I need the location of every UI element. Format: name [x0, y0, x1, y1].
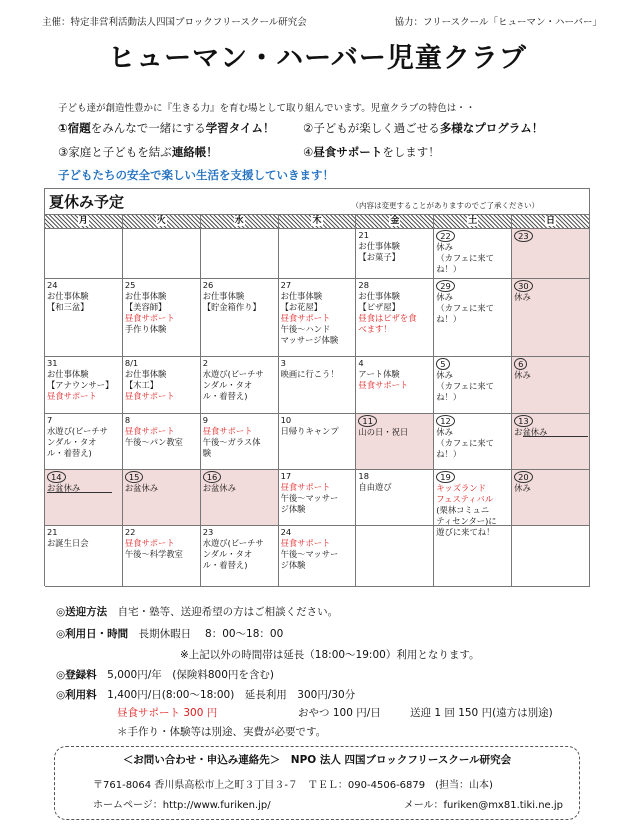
event-line: 昼食はピザを食 [358, 313, 417, 323]
lunch-fee: 昼食サポート 300 円 [117, 707, 218, 719]
date-number: 19 [436, 471, 455, 483]
snack-fee: おやつ 100 円/日 [298, 707, 381, 719]
calendar-cell [512, 414, 590, 470]
mail-link[interactable]: メール：furiken@mx81.tiki.ne.jp [403, 800, 563, 811]
header-sponsor-line [42, 14, 602, 28]
contact-box [54, 746, 580, 820]
date-number: 24 [47, 280, 58, 290]
feature-3: ③家庭と子どもを結ぶ連絡帳！ [58, 145, 218, 159]
event-line: (栗林コミュニ [436, 505, 490, 515]
date-number: 26 [202, 280, 214, 290]
event-line: 水遊び(ビーチサ [202, 369, 264, 379]
date-number: 28 [358, 280, 369, 290]
event-line: 休み [436, 292, 453, 302]
feature-2: ②子どもが楽しく過ごせる多様なプログラム！ [303, 121, 544, 135]
weekday-5: 土 [434, 215, 512, 228]
calendar-cell [123, 279, 201, 357]
event-line: 休み [436, 427, 453, 437]
calendar-grid [44, 228, 590, 586]
calendar-cell [201, 357, 279, 414]
weekday-0: 月 [45, 215, 123, 228]
event-line: 【貯金箱作り】 [202, 302, 261, 312]
event-line: 午後～科学教室 [124, 549, 183, 559]
event-line: （カフェに来て [436, 438, 494, 448]
event-line: 午後～マッサー [280, 549, 339, 559]
event-line: ね！） [436, 264, 462, 274]
event-line: 映画に行こう！ [280, 369, 339, 379]
date-number: 2 [202, 358, 208, 368]
date-number: 21 [358, 230, 369, 240]
event-line: 昼食サポート [280, 313, 331, 323]
event-line: （カフェに来て [436, 303, 494, 313]
cooperation-text: 協力：フリースクール「ヒューマン・ハーバー」 [394, 17, 602, 28]
date-number: 8 [124, 415, 131, 425]
calendar-title: 夏休み予定 [49, 193, 125, 211]
feature-4: ④昼食サポートをします！ [303, 145, 440, 159]
calendar-cell [356, 229, 434, 279]
contact-web [93, 796, 563, 811]
event-line: お盆休み [124, 483, 159, 493]
date-number: 22 [436, 230, 455, 242]
calendar-cell [434, 279, 512, 357]
event-line: お盆休み [514, 427, 548, 437]
calendar-cell [201, 414, 279, 470]
event-line: 水遊び(ビーチサ [202, 538, 264, 548]
event-line: 昼食サポート [202, 426, 253, 436]
date-number: 5 [436, 358, 449, 370]
event-line: ンダル・タオ [202, 549, 253, 559]
event-line: 山の日・祝日 [358, 427, 409, 437]
event-line: 午後～ガラス体 [202, 437, 261, 447]
event-line: マッサージ体験 [280, 335, 339, 345]
date-number: 15 [125, 471, 144, 483]
date-number: 23 [514, 230, 533, 242]
event-line: ル・着替え) [202, 560, 248, 570]
date-number: 6 [514, 358, 527, 370]
date-number: 8/1 [124, 358, 139, 368]
weekday-6: 日 [512, 215, 590, 228]
calendar-cell [279, 414, 357, 470]
calendar-cell [434, 357, 512, 414]
event-line: お仕事体験 [202, 291, 245, 301]
calendar-cell [45, 414, 123, 470]
event-line: 遊びに来てね！ [436, 527, 495, 537]
event-line: ジ体験 [280, 504, 306, 514]
event-line: ンダル・タオ [202, 380, 253, 390]
event-line: お仕事体験 [358, 241, 400, 251]
event-line: 昼食サポート [124, 538, 175, 548]
event-line: お誕生日会 [47, 538, 89, 548]
event-line: 昼食サポート [358, 380, 409, 390]
event-line: ね！） [436, 449, 462, 459]
date-number: 4 [358, 358, 364, 368]
event-line: 午後～マッサー [280, 493, 339, 503]
event-line: 昼食サポート [124, 426, 175, 436]
date-number: 31 [47, 358, 58, 368]
page-title: ヒューマン・ハーバー児童クラブ [108, 43, 527, 74]
event-line: 休み [514, 292, 531, 302]
event-line: フェスティバル [436, 494, 494, 504]
event-line: お盆休み [47, 483, 81, 493]
event-line: 休み [514, 483, 531, 493]
calendar-cell [201, 229, 279, 279]
calendar-cell [45, 526, 123, 587]
date-number: 10 [280, 415, 292, 425]
calendar-cell [123, 414, 201, 470]
date-number: 18 [358, 471, 369, 481]
event-line: 【ピザ屋】 [358, 302, 400, 312]
event-line: 【お花屋】 [280, 302, 323, 312]
calendar-cell [434, 229, 512, 279]
event-line: 昼食サポート [124, 313, 175, 323]
event-line: 休み [514, 370, 531, 380]
calendar-cell [356, 414, 434, 470]
event-line: アート体験 [358, 369, 400, 379]
calendar-cell [512, 526, 590, 587]
event-line: 【お菓子】 [358, 252, 400, 262]
calendar-cell [434, 414, 512, 470]
date-number: 29 [436, 280, 455, 292]
event-line: （カフェに来て [436, 381, 494, 391]
event-line: お盆休み [202, 483, 236, 493]
event-line: ル・着替え) [47, 448, 92, 458]
calendar-cell [434, 470, 512, 537]
event-line: 休み [436, 370, 453, 380]
event-line: 験 [202, 448, 212, 458]
calendar-note: （内容は変更することがありますのでご了承ください） [351, 201, 539, 210]
calendar-cell [434, 526, 512, 587]
event-line: お仕事体験 [358, 291, 400, 301]
hours-info: ◎利用日・時間 長期休暇日 8：00～18：00 [56, 628, 284, 640]
date-number: 23 [202, 527, 214, 537]
calendar-cell [123, 357, 201, 414]
event-line: ね！） [436, 392, 462, 402]
calendar-cell [201, 279, 279, 357]
date-number: 13 [514, 415, 533, 427]
event-line: ね！） [436, 314, 462, 324]
weekday-header [44, 214, 590, 228]
calendar-cell [512, 279, 590, 357]
continuation-arrow-icon [523, 436, 588, 437]
event-line: 午後～ハンド [280, 324, 331, 334]
calendar-cell [356, 526, 434, 587]
date-number: 27 [280, 280, 292, 290]
event-line: 【木工】 [124, 380, 159, 390]
continuation-arrow-icon [47, 492, 112, 493]
fee-info: ◎利用料 1,400円/日(8:00～18:00) 延長利用 300円/30分 [56, 689, 356, 701]
event-line: 昼食サポート [47, 391, 97, 401]
calendar-cell [356, 279, 434, 357]
tagline: 子どもたちの安全で楽しい生活を支援していきます！ [58, 168, 334, 182]
event-line: ル・着替え) [202, 391, 248, 401]
pickup-fee: 送迎 1 回 150 円(遠方は別途) [410, 707, 553, 719]
calendar-cell [279, 470, 357, 526]
date-number: 30 [514, 280, 533, 292]
calendar-cell [45, 357, 123, 414]
calendar-cell [356, 357, 434, 414]
event-line: 昼食サポート [280, 482, 331, 492]
event-line: 自由遊び [358, 482, 392, 492]
date-number: 3 [280, 358, 286, 368]
event-line: 手作り体験 [124, 324, 167, 334]
hours-note: ※上記以外の時間帯は延長（18:00～19:00）利用となります。 [180, 649, 480, 661]
event-line: 午後～パン教室 [124, 437, 183, 447]
calendar-cell [356, 470, 434, 526]
date-number: 11 [358, 415, 377, 427]
calendar-cell [512, 229, 590, 279]
intro-text: 子ども達が創造性豊かに『生きる力』を育む場として取り組んでいます。児童クラブの特色は・・ [58, 103, 476, 114]
calendar-cell [123, 526, 201, 587]
feature-1: ①宿題をみんなで一緒にする学習タイム！ [58, 121, 275, 135]
calendar-cell [45, 229, 123, 279]
date-number: 14 [47, 471, 66, 483]
date-number: 12 [436, 415, 455, 427]
event-line: 昼食サポート [280, 538, 331, 548]
event-line: お仕事体験 [47, 291, 89, 301]
event-line: 【アナウンサー】 [47, 380, 114, 390]
date-number: 9 [202, 415, 208, 425]
transport-info: ◎送迎方法 自宅・塾等、送迎希望の方はご相談ください。 [56, 606, 339, 618]
calendar-cell [45, 279, 123, 357]
event-line: 【和三盆】 [47, 302, 89, 312]
event-line: 水遊び(ビーチサ [47, 426, 108, 436]
weekday-4: 金 [356, 215, 434, 228]
contact-heading: ＜お問い合わせ・申込み連絡先＞ NPO 法人 四国ブロックフリースクール研究会 [122, 754, 512, 766]
date-number: 7 [47, 415, 53, 425]
date-number: 25 [124, 280, 136, 290]
calendar-header [44, 188, 590, 214]
date-number: 16 [203, 471, 222, 483]
event-line: べます！ [358, 324, 392, 334]
calendar-cell [123, 229, 201, 279]
event-line: お仕事体験 [124, 369, 167, 379]
event-line: ジ体験 [280, 560, 306, 570]
calendar-cell [279, 526, 357, 587]
event-line: 【美容師】 [124, 302, 167, 312]
date-number: 20 [514, 471, 533, 483]
event-line: ティセンター)に [436, 516, 497, 526]
event-line: お仕事体験 [280, 291, 323, 301]
weekday-1: 火 [123, 215, 201, 228]
calendar-cell [279, 357, 357, 414]
date-number: 24 [280, 527, 292, 537]
calendar-cell [512, 357, 590, 414]
weekday-3: 木 [279, 215, 357, 228]
homepage-link[interactable]: ホームページ：http://www.furiken.jp/ [93, 800, 271, 811]
event-line: 昼食サポート [124, 391, 175, 401]
date-number: 21 [47, 527, 58, 537]
date-number: 17 [280, 471, 292, 481]
calendar-cell [123, 470, 201, 526]
date-number: 22 [124, 527, 136, 537]
registration-info: ◎登録料 5,000円/年 (保険料800円を含む) [56, 669, 275, 681]
sponsor-text: 主催：特定非営利活動法人四国ブロックフリースクール研究会 [42, 17, 307, 28]
event-line: キッズランド [436, 483, 486, 493]
extra-cost-note: ＊手作り・体験等は別途、実費が必要です。 [117, 726, 327, 738]
event-line: お仕事体験 [124, 291, 167, 301]
calendar-cell [201, 526, 279, 587]
calendar-cell [45, 470, 123, 526]
event-line: お仕事体験 [47, 369, 89, 379]
calendar-cell [279, 279, 357, 357]
calendar-cell [201, 470, 279, 526]
calendar-cell [512, 470, 590, 526]
contact-address: 〒761-8064 香川県高松市上之町３丁目３-７ ＴＥＬ：090-4506-6879 (担当：山本) [93, 780, 493, 791]
event-line: （カフェに来て [436, 253, 494, 263]
event-line: ンダル・タオ [47, 437, 97, 447]
event-line: 日帰りキャンプ [280, 426, 339, 436]
weekday-2: 水 [201, 215, 279, 228]
event-line: 休み [436, 242, 453, 252]
calendar-cell [279, 229, 357, 279]
